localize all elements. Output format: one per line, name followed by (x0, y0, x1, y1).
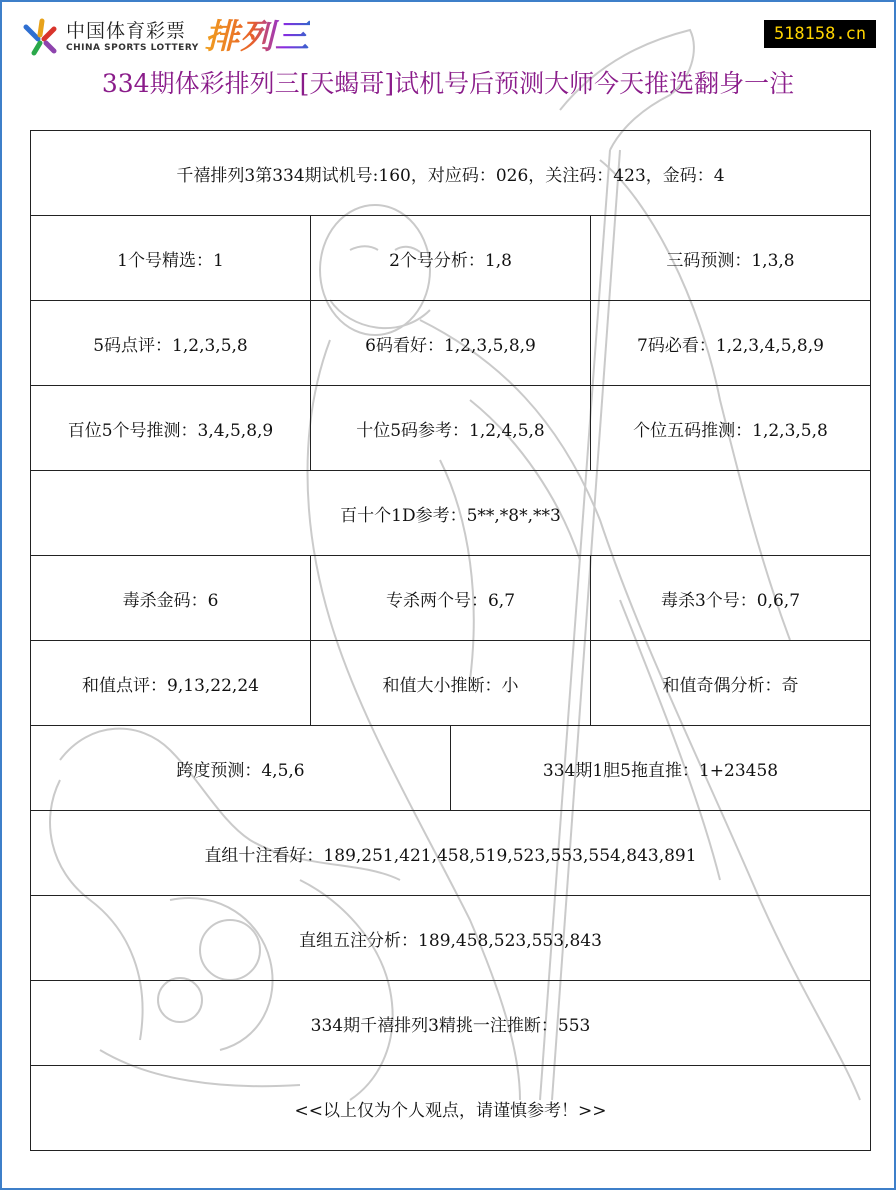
table-cell: 334期1胆5拖直推：1+23458 (451, 726, 871, 811)
table-cell: <<以上仅为个人观点，请谨慎参考！>> (31, 1066, 871, 1151)
logo-text (66, 20, 199, 54)
table-row (31, 726, 871, 811)
lottery-logo (20, 16, 310, 58)
table-cell: 个位五码推测：1,2,3,5,8 (591, 386, 871, 471)
logo-chinese: 中国体育彩票 (66, 20, 187, 42)
table-row (31, 131, 871, 216)
table-cell: 334期千禧排列3精挑一注推断：553 (31, 981, 871, 1066)
table-cell: 5码点评：1,2,3,5,8 (31, 301, 311, 386)
table-cell: 和值点评：9,13,22,24 (31, 641, 311, 726)
page-title: 334期体彩排列三[天蝎哥]试机号后预测大师今天推选翻身一注 (101, 69, 795, 98)
table-row (31, 811, 871, 896)
table-cell: 百十个1D参考：5**,*8*,**3 (31, 471, 871, 556)
prediction-table (30, 130, 871, 1151)
table-cell: 毒杀金码：6 (31, 556, 311, 641)
star-logo-icon (20, 17, 60, 57)
table-cell: 7码必看：1,2,3,4,5,8,9 (591, 301, 871, 386)
table-cell: 直组十注看好：189,251,421,458,519,523,553,554,843,891 (31, 811, 871, 896)
table-cell: 和值奇偶分析：奇 (591, 641, 871, 726)
table-row (31, 386, 871, 471)
table-row (31, 896, 871, 981)
table-cell: 三码预测：1,3,8 (591, 216, 871, 301)
table-cell: 千禧排列3第334期试机号:160，对应码：026，关注码：423，金码：4 (31, 131, 871, 216)
table-row (31, 471, 871, 556)
table-cell: 毒杀3个号：0,6,7 (591, 556, 871, 641)
table-cell: 6码看好：1,2,3,5,8,9 (311, 301, 591, 386)
table-row (31, 556, 871, 641)
table-cell: 专杀两个号：6,7 (311, 556, 591, 641)
site-badge: 518158.cn (764, 20, 876, 48)
table-cell: 2个号分析：1,8 (311, 216, 591, 301)
table-cell: 百位5个号推测：3,4,5,8,9 (31, 386, 311, 471)
logo-brand: 排列三 (204, 17, 310, 57)
table-row (31, 301, 871, 386)
table-cell: 跨度预测：4,5,6 (31, 726, 451, 811)
table-cell: 十位5码参考：1,2,4,5,8 (311, 386, 591, 471)
table-cell: 直组五注分析：189,458,523,553,843 (31, 896, 871, 981)
table-cell: 1个号精选：1 (31, 216, 311, 301)
table-row (31, 1066, 871, 1151)
table-cell: 和值大小推断：小 (311, 641, 591, 726)
logo-english: CHINA SPORTS LOTTERY (66, 43, 199, 53)
header (0, 0, 896, 125)
table-row (31, 641, 871, 726)
table-row (31, 216, 871, 301)
table-row (31, 981, 871, 1066)
